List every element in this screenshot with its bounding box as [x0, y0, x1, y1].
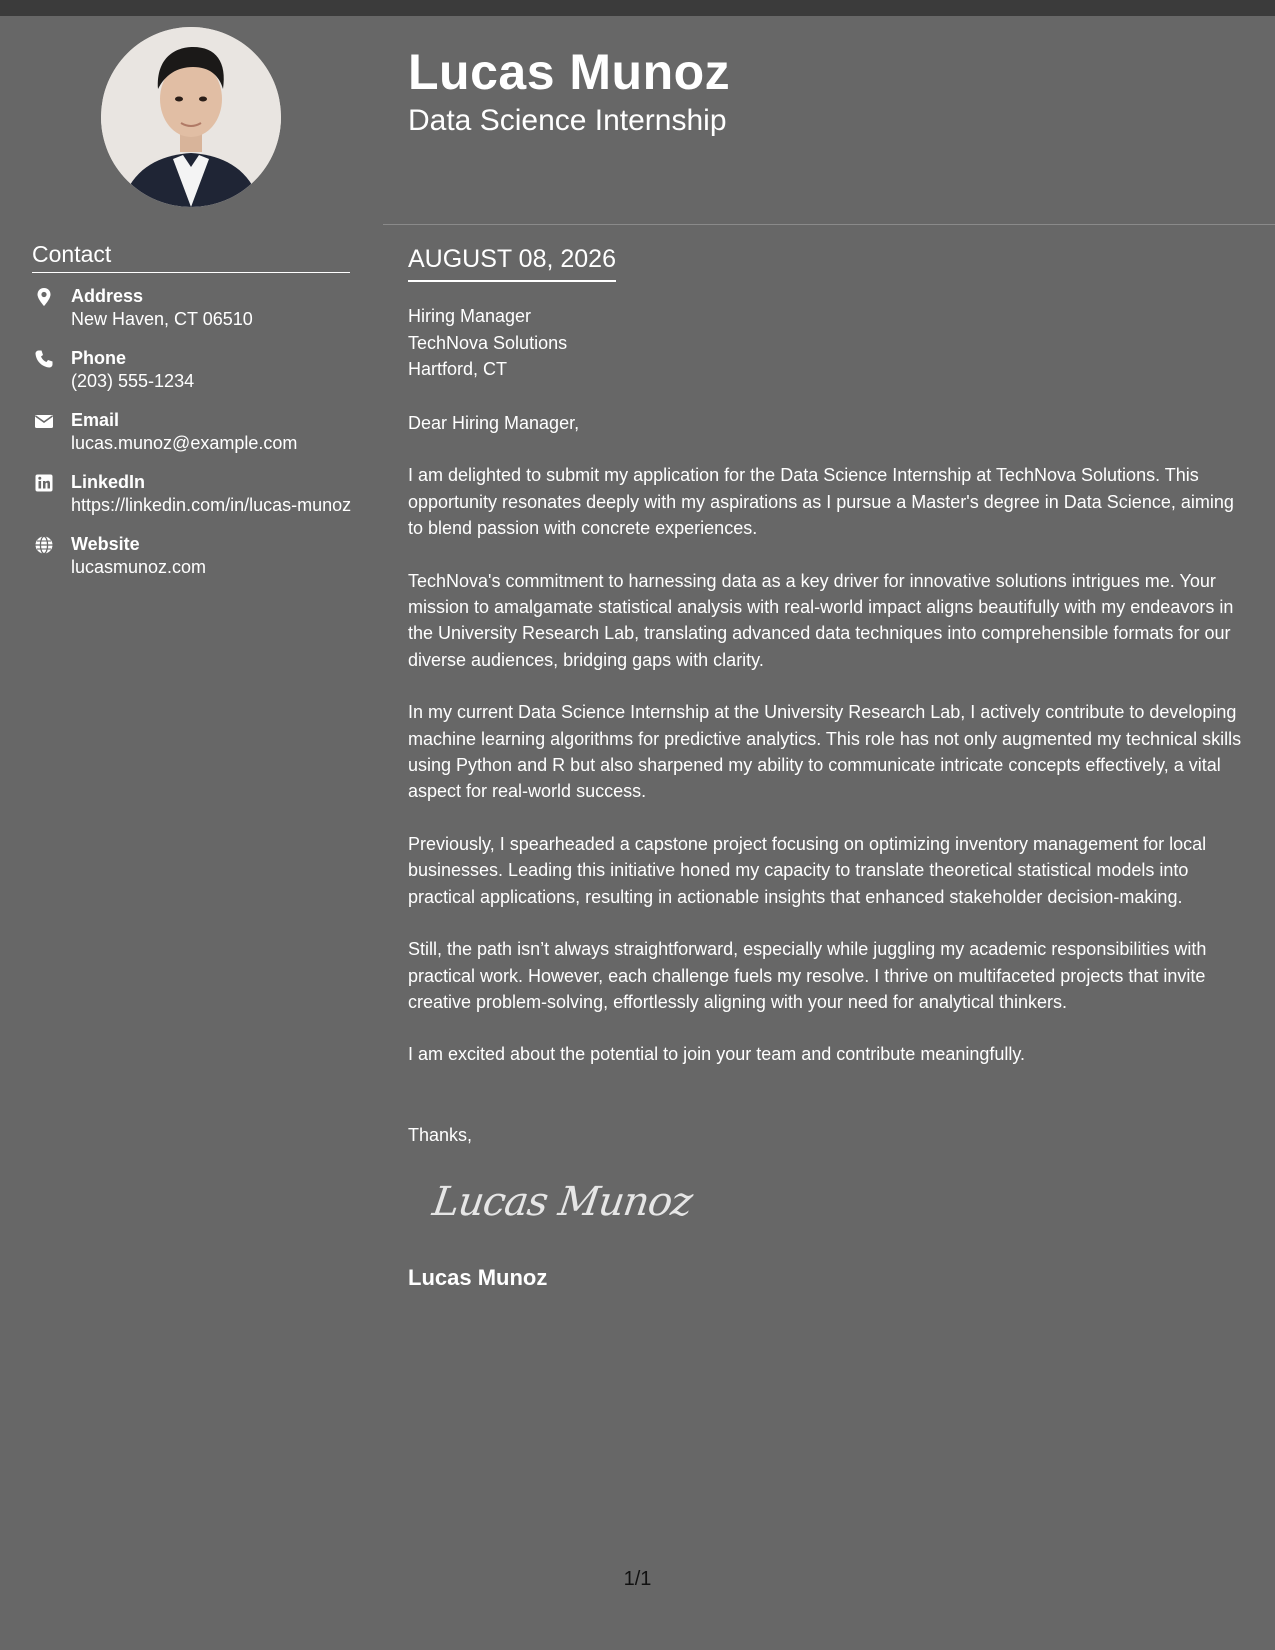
- linkedin-icon: [34, 473, 54, 493]
- header-divider: [383, 224, 1275, 225]
- salutation: Dear Hiring Manager,: [408, 413, 580, 433]
- contact-phone: [32, 347, 352, 393]
- signer-name: Lucas Munoz: [408, 1265, 548, 1290]
- contact-value-website[interactable]: lucasmunoz.com: [71, 557, 207, 577]
- contact-value-linkedin[interactable]: https://linkedin.com/in/lucas-munoz: [71, 495, 352, 515]
- contact-value-phone: (203) 555-1234: [71, 371, 195, 391]
- paragraph: I am excited about the potential to join your team and contribute meaningfully.: [408, 1044, 1026, 1065]
- profile-photo: [101, 27, 281, 207]
- letter-date: AUGUST 08, 2026: [408, 243, 616, 282]
- contact-label-phone: Phone: [71, 348, 127, 368]
- closing: Thanks,: [408, 1125, 473, 1145]
- contact-email: [32, 409, 352, 455]
- contact-address: [32, 285, 352, 331]
- contact-list: [32, 285, 352, 595]
- contact-value-email[interactable]: lucas.munoz@example.com: [71, 433, 298, 453]
- recipient-company: TechNova Solutions: [408, 332, 568, 353]
- recipient-location: Hartford, CT: [408, 359, 508, 379]
- contact-website: [32, 533, 352, 579]
- envelope-icon: [34, 411, 54, 431]
- contact-label-linkedin: LinkedIn: [71, 472, 146, 492]
- top-bar: [0, 0, 1275, 16]
- signature: Lucas Munoz: [429, 1179, 695, 1225]
- recipient-name: Hiring Manager: [408, 306, 532, 326]
- paragraph: In my current Data Science Internship at the University Research Lab, I actively contribute to developing machine learning algorithms for predictive analytics. This role has not only augmented my technical skills using Python and R but also sharpened my ability to communicate intricate concepts effectively, a vital aspect for real-world success.: [408, 702, 1242, 802]
- contact-label-address: Address: [71, 286, 144, 306]
- contact-linkedin: [32, 471, 352, 517]
- contact-label-website: Website: [71, 534, 140, 554]
- globe-icon: [34, 535, 54, 555]
- contact-heading: Contact: [32, 240, 350, 273]
- page-number: 1/1: [623, 1568, 652, 1590]
- applicant-name: Lucas Munoz: [408, 44, 731, 100]
- contact-value-address: New Haven, CT 06510: [71, 309, 253, 329]
- paragraph: Previously, I spearheaded a capstone project focusing on optimizing inventory management for local businesses. Leading this initiative honed my capacity to translate theoretical statistical models into practical applications, resulting in actionable insights that enhanced stakeholder decision-making.: [408, 833, 1207, 907]
- paragraph: TechNova's commitment to harnessing data as a key driver for innovative solutions intrigues me. Your mission to amalgamate statistical analysis with real-world impact aligns beautifully with my endeavors in the University Research Lab, translating advanced data techniques into comprehensible formats for our diverse audiences, bridging gaps with clarity.: [408, 570, 1234, 670]
- applicant-role: Data Science Internship: [408, 104, 727, 137]
- phone-icon: [34, 349, 54, 369]
- paragraph: I am delighted to submit my application for the Data Science Internship at TechNova Solutions. This opportunity resonates deeply with my aspirations as I pursue a Master's degree in Data Science, aiming to blend passion with concrete experiences.: [408, 465, 1234, 539]
- map-pin-icon: [34, 287, 54, 307]
- recipient-block: [408, 303, 567, 383]
- letter-body: [408, 410, 1253, 1094]
- contact-label-email: Email: [71, 410, 120, 430]
- paragraph: Still, the path isn’t always straightforward, especially while juggling my academic responsibilities with practical work. However, each challenge fuels my resolve. I thrive on multifaceted projects that invite creative problem-solving, effortlessly aligning with your need for analytical thinkers.: [408, 939, 1207, 1012]
